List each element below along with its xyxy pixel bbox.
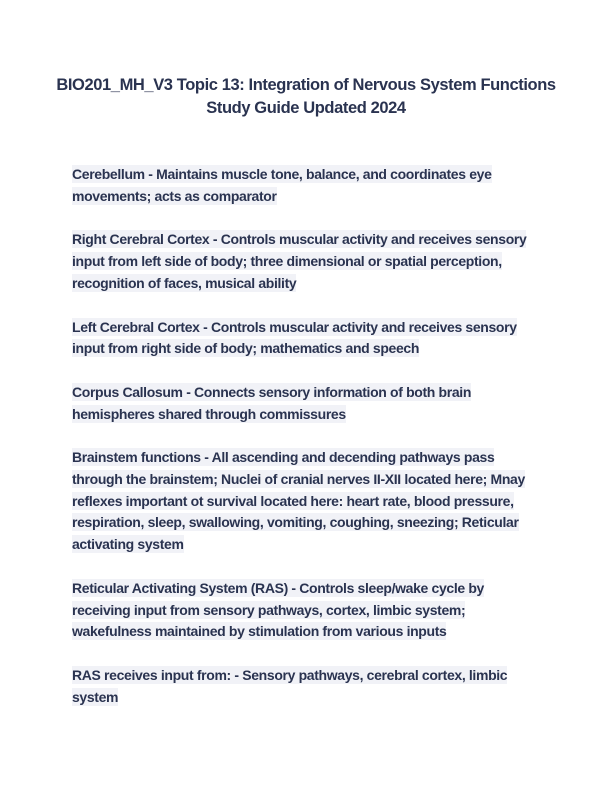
- page-title: [40, 74, 572, 120]
- title-line-2: Study Guide Updated 2024: [206, 99, 406, 117]
- entry-text: Brainstem functions - All ascending and decending pathways pass through the brainstem; Nuclei of cranial nerves II-XII located here; Mnay reflexes important ot survival located here: heart rate, blood pressure, respiration, sleep, swallowing, vomiting, coughing, sneezing; Reticular activating system: [72, 449, 525, 553]
- study-guide-entries: [72, 164, 542, 730]
- entry-text: Left Cerebral Cortex - Controls muscular activity and receives sensory input from right side of body; mathematics and speech: [72, 318, 517, 357]
- entry-text: Reticular Activating System (RAS) - Controls sleep/wake cycle by receiving input from sensory pathways, cortex, limbic system; wakefulness maintained by stimulation from various inputs: [72, 579, 484, 640]
- entry-right-cerebral-cortex: [72, 229, 542, 294]
- entry-left-cerebral-cortex: [72, 317, 542, 360]
- entry-brainstem-functions: [72, 447, 542, 556]
- title-line-1: BIO201_MH_V3 Topic 13: Integration of Nervous System Functions: [56, 76, 556, 94]
- entry-text: Right Cerebral Cortex - Controls muscular activity and receives sensory input from left side of body; three dimensional or spatial perception, recognition of faces, musical ability: [72, 231, 527, 291]
- entry-text: RAS receives input from: - Sensory pathways, cerebral cortex, limbic system: [72, 666, 508, 705]
- entry-cerebellum: [72, 164, 542, 207]
- entry-text: Cerebellum - Maintains muscle tone, balance, and coordinates eye movements; acts as comparator: [72, 166, 492, 204]
- entry-text: Corpus Callosum - Connects sensory information of both brain hemispheres shared through commissures: [72, 383, 472, 422]
- entry-ras-input: [72, 665, 542, 708]
- entry-reticular-activating-system: [72, 578, 542, 643]
- entry-corpus-callosum: [72, 382, 542, 425]
